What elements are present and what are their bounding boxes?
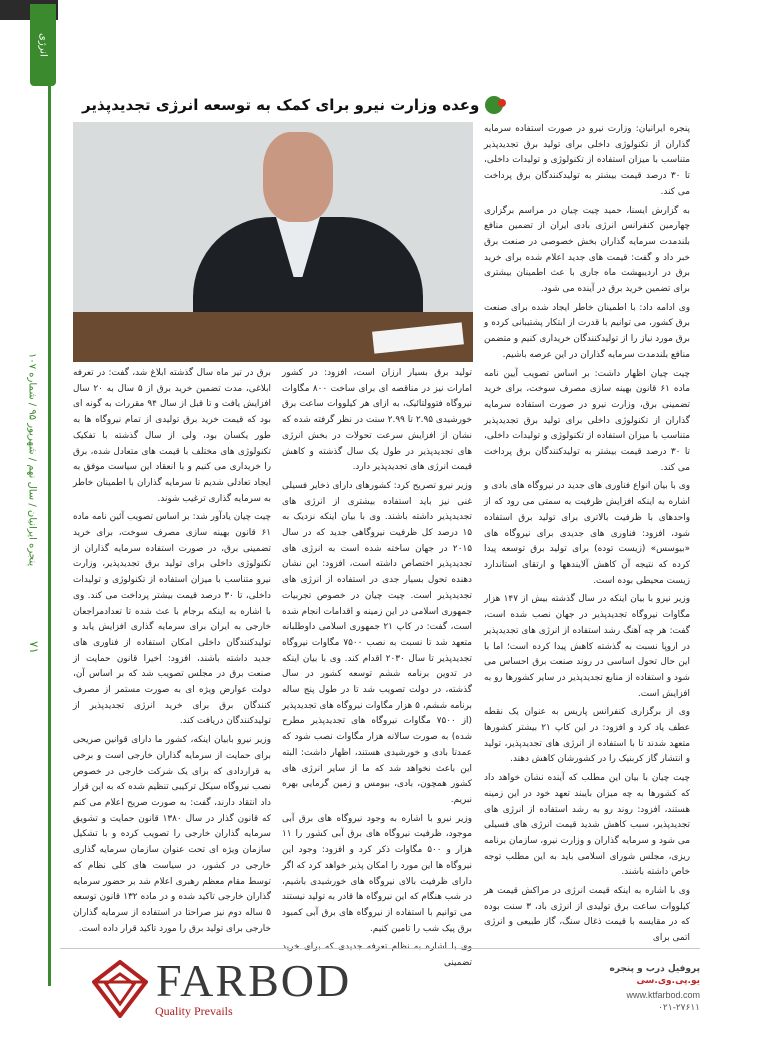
article-column-right bbox=[484, 122, 690, 950]
headline-text: وعده وزارت نیرو برای کمک به توسعه انرژی تجدیدپذیر bbox=[82, 96, 480, 114]
page-number bbox=[24, 628, 44, 666]
article-headline bbox=[82, 92, 642, 118]
paragraph: چیت چیان اظهار داشت: بر اساس تصویب آیین نامه ماده ۶۱ قانون بهینه سازی مصرف سوخت، برای خرید تضمینی برق، وزارت نیرو در صورت استفاده سرمایه گذاران از تکنولوژی داخلی برای تولید برق تجدیدپذیر متناسب با میزان استفاده از تکنولوژی و تولیدات داخلی، تا ۳۰ درصد قیمت بیشتر به تولیدکنندگان برق پرداخت می کند. bbox=[484, 368, 690, 473]
paragraph: وزیر نیرو تصریح کرد: کشورهای دارای ذخایر فسیلی غنی نیز باید استفاده بیشتری از انرژی های تجدیدپذیر داشته باشند. وی با بیان اینکه نزدیک به ۱۵ درصد کل ظرفیت نیروگاهی جدید که در سال ۲۰۱۵ در جهان ساخته شده است به انرژی های تجدیدپذیر اختصاص داشته است، افزود: این نشان دهنده تحول بسیار جدی در استفاده از انرژی های تجدیدپذیر است. چیت چیان در خصوص تجربیات جمهوری اسلامی در این زمینه و اقدامات انجام شده است، گفت: در کاپ ۲۱ جمهوری اسلامی داوطلبانه متعهد شد تا نسبت به نصب ۷۵۰۰ مگاوات نیروگاه تجدیدپذیر تا سال ۲۰۳۰ اقدام کند. وی با بیان اینکه در تدوین برنامه ششم توسعه کشور در سال گذشته، در دولت تصویب شد تا در طول پنج ساله برنامه ششم، ۵ هزار مگاوات نیروگاه های تجدیدپذیر (از ۷۵۰۰ مگاوات نیروگاه های تجدیدپذیر مطرح شده) به صورت سالانه هزار مگاوات نصب شود که عمدتا بادی و خورشیدی هستند، اظهار داشت: البته این باعث نخواهد شد که ما از سایر انرژی های کشور همچون، بادی، بیومس و زمین گرمایی بهره نبریم. bbox=[282, 480, 472, 805]
brand-name: FARBOD bbox=[156, 955, 352, 1006]
paragraph: تضمینی bbox=[443, 958, 472, 969]
footer-divider bbox=[60, 948, 700, 949]
ad-website: www.ktfarbod.com bbox=[626, 990, 700, 1000]
advertisement-info bbox=[580, 964, 700, 1034]
article-column-middle bbox=[282, 366, 472, 975]
paragraph: چیت چیان با بیان این مطلب که آینده نشان خواهد داد که کشورها به چه میزان بایبند تعهد خود در این زمینه هستند، افزود: روند رو به رشد استفاده از انرژی های تجدیدپذیر، سبب کاهش شدید قیمت انرژی های فسیلی می شود و سرمایه گذاران و وزارت نیرو، سازمان برنامه ریزی، مجلس شورای اسلامی باید به این مطلب توجه خاص داشته باشند. bbox=[484, 773, 690, 878]
section-label: انرژی bbox=[37, 33, 49, 57]
paragraph: برق در تیر ماه سال گذشته ابلاغ شد، گفت: در تعرفه ابلاغی، مدت تضمین خرید برق از ۵ سال به ۲۰ سال افزایش یافت و تا قبل از سال ۹۴ مقررات به گونه ای بود که قیمت خرید برق تولیدی از تمام نیروگاه ها به طور یکسان بود، ولی از سال گذشته با تفکیک تکنولوژی های مختلف با قیمت های متعادل شده، برق را خریداری می کنیم و با انعقاد این سیاست موفق به ایجاد تعادلی شدیم تا سرمایه گذاران با اطمینان خاطر به سرمایه گذاری ترغیب شوند. bbox=[73, 368, 272, 504]
paragraph: وی از برگزاری کنفرانس پاریس به عنوان یک نقطه عطف یاد کرد و افزود: در این کاپ ۲۱ بیشتر کشورها متعهد شدند تا با استفاده از انرژی های تجدیدپذیر، تولید و انتشار گاز کربنیک را در کشورشان کاهش دهند. bbox=[484, 707, 690, 765]
paragraph: چیت چیان یادآور شد: بر اساس تصویب آئین نامه ماده ۶۱ قانون بهینه سازی مصرف سوخت، برای خرید تضمینی برق، در صورت استفاده سرمایه گذاران از تکنولوژی داخلی برای تولید برق تجدیدپذیر، وزارت نیرو متناسب با میزان استفاده از تکنولوژی و تولیدات داخلی، تا ۳۰ درصد قیمت بیشتر پرداخت می کند. وی با اشاره به اینکه برجام با عث شده تا تعدادمراجعان خارجی به ایران برای سرمایه گذاری افزایش یابد و تولیدکنندگان داخلی امکان استفاده از فناوری های جدید داشته باشند، افزود: اخیرا قانون حمایت از صنعت برق در مجلس تصویب شد که بر اساس آن، دولت عوارض ویژه ای به صورت مستمر از مصرف کنندگان برق برای خرید انرژی تجدیدپذیر از تولیدکنندگان دریافت کند. bbox=[73, 512, 271, 727]
ad-title: پروفیل درب و پنجره bbox=[609, 964, 700, 974]
paragraph: وی با بیان انواع فناوری های جدید در نیروگاه های بادی و اشاره به اینکه افزایش ظرفیت به سمتی می رود که از واحدهای با ظرفیت بالاتری برای تولید برق استفاده شود، افزود: فناوری های جدیدی برای نیروگاه های «بیوسس» (زیست توده) برای تولید برق توسعه پیدا کرده که نتیجه آن کاهش آلایندهها و ارتقای استاندارد زیست محیطی بوده است. bbox=[484, 481, 690, 586]
article-column-left bbox=[73, 366, 271, 940]
sidebar-accent-line bbox=[48, 86, 51, 986]
paragraph: وزیر نیرو بابیان اینکه، کشور ما دارای قوانین صریحی برای حمایت از سرمایه گذاران خارجی است و برخی به قراردادی که برای یک شرکت خارجی در خصوص نصب نیروگاه سیکل ترکیبی تنظیم شده که به این قرار داد انتقاد دارند، گفت: به صورت صریح اعلام می کنم که قانون گذار در سال ۱۳۸۰ قانون حمایت و تشویق سرمایه گذاران خارجی را تصویب کرده و با تشکیل سازمان ویژه ای تحت عنوان سازمان سرمایه گذاری خارجی در کشور، در سیاست های کلی نظام که توسط مقام معظم رهبری اعلام شد بر حضور سرمایه گذاران خارجی تاکید شده و در ماده ۱۳۲ قانون توسعه ۵ ساله دوم نیز صراحتا در استفاده از سرمایه گذاران خارجی برای تولید برق را مورد تاکید قرار داده است. bbox=[73, 735, 271, 934]
paragraph: به گزارش ایسنا، حمید چیت چیان در مراسم برگزاری چهارمین کنفرانس انرژی بادی ایران از تضمین منافع بلندمدت سرمایه گذاران بخش خصوصی در صنعت برق خبر داد و گفت: قیمت های جدید اعلام شده برای خرید برق در اردیبهشت ماه جاری با عث اطمینان بیشتری برای تضمین خرید برق در آینده می شود. bbox=[484, 205, 690, 295]
paragraph: تولید برق بسیار ارزان است، افزود: در کشور امارات نیز در مناقصه ای برای ساخت ۸۰۰ مگاوات نیروگاه فتوولتائیک، به ازای هر کیلووات ساعت برق خورشیدی ۲.۹۵ تا ۲.۹۹ سنت در نظر گرفته شده که نشان از افزایش سرعت تحولات در بخش انرژی های تجدیدپذیر در طول یک سال گذشته و کاهش قیمت انرژی های تجدیدپذیر دارد. bbox=[282, 368, 472, 473]
paragraph: وزیر نیرو با بیان اینکه در سال گذشته بیش از ۱۴۷ هزار مگاوات نیروگاه تجدیدپذیر در جهان نصب شده است، گفت: هر چه آهنگ رشد استفاده از انرژی های تجدیدپذیر در اروپا نسبت به گذشته کاهش پیدا کرده است؛ اما با این حال تحول اساسی در روند صنعت برق احساس می شود و استفاده از منابع تجدیدپذیر در سایر کشورها رو به افزایش است. bbox=[484, 594, 690, 699]
ad-subtitle: یو.پی.وی.سی bbox=[636, 976, 700, 986]
paragraph: وی با اشاره به اینکه قیمت انرژی در مراکش قیمت هر کیلووات ساعت برق تولیدی از انرژی باد، ۳ سنت بوده که در مقایسه با قیمت ذغال سنگ، گاز طبیعی و انرژی اتمی برای bbox=[484, 886, 690, 944]
sidebar bbox=[0, 0, 58, 1045]
magazine-info bbox=[22, 353, 42, 567]
paragraph: وی ادامه داد: با اطمینان خاطر ایجاد شده برای صنعت برق کشور، می توانیم با قدرت از ابتکار پشتیبانی کرده و برق مورد نیاز را از تولیدکنندگان خریداری کنیم و متضمن منافع بلندمدت سرمایه گذاران در این عرصه باشیم. bbox=[484, 302, 690, 360]
farbod-logo-icon bbox=[92, 960, 148, 1018]
magazine-info-text: پنجره ایرانیان / سال نهم / شهریور ۹۵ / شماره ۱۰۷ bbox=[26, 353, 38, 567]
minister-photo bbox=[73, 122, 473, 362]
paragraph: وزیر نیرو با اشاره به وجود نیروگاه های برق آبی موجود، ظرفیت نیروگاه های برق آبی کشور را ۱۱ هزار و ۵۰۰ مگاوات ذکر کرد و افزود: وجود این نیروگاه ها این مورد را امکان پذیر خواهد کرد که اگر دارای ظرفیت بالای نیروگاه های خورشیدی باشیم، در شب هنگام که این نیروگاه ها قادر به تولید نیستند می توانیم با استفاده از نیروگاه های برق آبی کمبود برق پیک شب را تامین کنیم. bbox=[282, 813, 472, 934]
brand-tagline: Quality Prevails bbox=[155, 1004, 233, 1018]
leaf-icon bbox=[485, 96, 503, 114]
page-number-text: ۷۱ bbox=[27, 640, 41, 654]
paragraph: پنجره ایرانیان: وزارت نیرو در صورت استفاده سرمایه گذاران از تکنولوژی داخلی برای تولید برق تجدیدپذیر متناسب با میزان استفاده از تکنولوژی و تولیدات داخلی، تا ۳۰ درصد قیمت بیشتر به تولیدکنندگان برق پرداخت می کند. bbox=[484, 124, 690, 197]
ad-phone: ۰۲۱-۲۷۶۱۱ bbox=[658, 1003, 700, 1013]
section-tab bbox=[30, 4, 56, 86]
photo-head bbox=[263, 132, 333, 222]
